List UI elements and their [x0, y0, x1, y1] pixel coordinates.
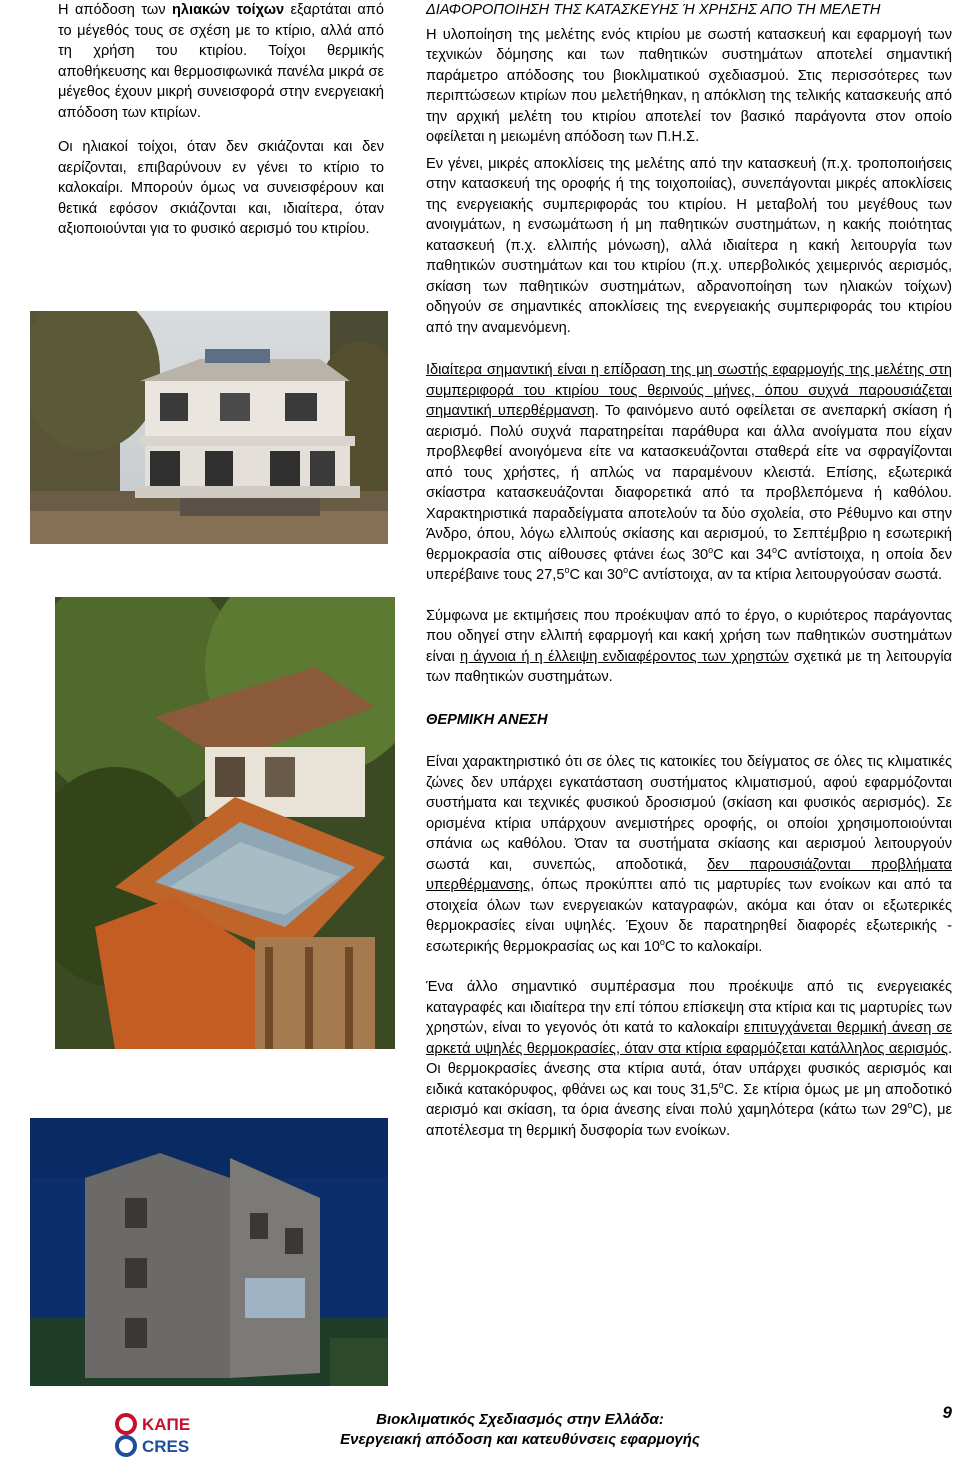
underlined-text: Ιδιαίτερα σημαντική είναι η επίδραση της μη σωστής εφαρμογής της μελέτης στη συμπεριφορά του κτιρίου τους θερινούς μήνες, όπου συχνά παρουσιάζεται σημαντική υπερθέρμανση	[426, 362, 952, 419]
right-paragraph-4	[426, 606, 952, 688]
text-span: C αντίστοιχα, αν τα κτίρια λειτουργούσαν σωστά.	[628, 567, 943, 583]
text-span: Ένα άλλο σημαντικό συμπέρασμα που προέκυψε από τις ενεργειακές καταγραφές και ιδιαίτερα την επί τόπου επίσκεψη στα κτίρια και τις μαρτυρίες των χρηστών, είναι το γεγονός ότι κατά το καλοκαίρι	[426, 979, 952, 1036]
section-heading-construction: ΔΙΑΦΟΡΟΠΟΙΗΣΗ ΤΗΣ ΚΑΤΑΣΚΕΥΗΣ Ή ΧΡΗΣΗΣ ΑΠΟ ΤΗ ΜΕΛΕΤΗ	[426, 2, 881, 18]
underlined-text: επιτυγχάνεται θερμική άνεση σε αρκετά υψηλές θερμοκρασίες, όταν στα κτίρια εφαρμόζεται κατάλληλος αερισμός	[426, 1020, 953, 1057]
bold-term: ηλιακών τοίχων	[171, 2, 285, 18]
right-paragraph-5	[426, 752, 952, 957]
underlined-text: δεν παρουσιάζονται προβλήματα υπερθέρμανσης	[426, 856, 952, 893]
footer-title-line-2: Ενεργειακή απόδοση και κατευθύνσεις εφαρμογής	[340, 1431, 700, 1448]
logo-text-kape: ΚΑΠΕ	[142, 1415, 191, 1434]
degree-mark: ο	[564, 565, 570, 576]
roof-photo	[55, 597, 395, 1049]
page-number: 9	[942, 1403, 952, 1422]
footer-title-line-1: Βιοκλιματικός Σχεδιασμός στην Ελλάδα:	[376, 1411, 664, 1428]
right-paragraph-1: Η υλοποίηση της μελέτης ενός κτιρίου με σωστή κατασκευή και εφαρμογή των τεχνικών δόμησης και των παθητικών συστημάτων αποτελεί σημαντική παράμετρο απόδοσης του βιοκλιματικού σχεδιασμού. Στις περισσότερες των περιπτώσεων κτιρίων που μελετήθηκαν, η απόκλιση της τελικής κατασκευής από την αρχική μελέτη του κτιρίου αποτελεί τον βασικό παράγοντα στον οποίο οφείλεται η μειωμένη απόδοση των Π.Η.Σ.	[426, 26, 952, 145]
footer-title	[300, 1410, 740, 1450]
text-span: C. Σε κτίρια όμως με μη αποδοτικό αερισμό και σκίαση, τα όρια άνεσης είναι πολύ χαμηλότερα (κάτω των 29	[426, 1081, 952, 1118]
text-span: , όπως προκύπτει από τις μαρτυρίες των ενοίκων και από τα στοιχεία όλων των ενεργειακών καταγραφών, ακόμα και όταν οι εξωτερικές θερμοκρασίες είναι υψηλές. Έχουν δε παρατηρηθεί διαφορές εξωτερικής - εσωτερικής θερμοκρασίας ως και 10	[426, 877, 952, 955]
text-span: C), με αποτέλεσμα τη θερμική δυσφορία των ενοίκων.	[426, 1102, 952, 1139]
text-span: C αντίστοιχα, η οποία δεν υπερέβαινε τους 27,5	[426, 546, 952, 583]
text-span: Είναι χαρακτηριστικό ότι σε όλες τις κατοικίες του δείγματος σε όλες τις κλιματικές ζώνες δεν υπάρχει εγκατάσταση συστήματος κλιματισμού, αφού εφαρμόζονται συστήματα και τεχνικές φυσικού δροσισμού (σκίαση και φυσικός αερισμός). Σε ορισμένα κτίρια υπάρχουν ανεμιστήρες οροφής, οι οποίοι χρησιμοποιούνται σπάνια ως καθόλου. Όταν τα συστήματα σκίασης και αερισμού λειτουργούν σωστά και, συνεπώς, αποδοτικά,	[426, 754, 952, 873]
text-span: C και 34	[713, 546, 772, 563]
text-span: C και 30	[569, 567, 624, 583]
text-span: . Το φαινόμενο αυτό οφείλεται σε ανεπαρκή σκίαση ή αερισμό. Πολύ συχνά παρατηρείται παράθυρα και άλλα ανοίγματα που είχαν προβλεφθεί ανοιγόμενα είτε να κατασκευάζονται σταθερά είτε να σφραγίζονται από τους χρήστες, ή απλώς να παραμένουν κλειστά. Επίσης, εξωτερικά σκίαστρα κατασκευάζονται διαφορετικά από τα προβλεπόμενα ή καθόλου. Χαρακτηριστικά παραδείγματα αποτελούν τα δύο σχολεία, στο Ρέθυμνο και στην Άνδρο, όπου, λόγω ελλιπούς σκίασης και αερισμού, το Σεπτέμβριο η εσωτερική θερμοκρασία στις αίθουσες φτάνει έως 30	[426, 403, 952, 563]
underlined-text: η άγνοια ή η έλλειψη ενδιαφέροντος των χρηστών	[459, 648, 789, 665]
left-paragraph-2: Οι ηλιακοί τοίχοι, όταν δεν σκιάζονται και δεν αερίζονται, επιβαρύνουν εν γένει το κτίριο το καλοκαίρι. Μπορούν όμως να συνεισφέρουν και θετικά εφόσον σκιάζονται και, ιδιαίτερα, όταν αξιοποιούνται για το φυσικό αερισμό του κτιρίου.	[58, 139, 384, 237]
degree-mark: ο	[771, 544, 777, 555]
degree-mark: ο	[708, 544, 714, 555]
text-span: C το καλοκαίρι.	[664, 938, 763, 955]
degree-mark: ο	[718, 1079, 724, 1090]
right-paragraph-2: Εν γένει, μικρές αποκλίσεις της μελέτης από την κατασκευή (π.χ. τροποποιήσεις στην κατασκευή της οροφής ή της τοιχοποιίας), συνεπάγονται μικρές αποκλίσεις της ενεργειακής συμπεριφοράς του κτιρίου. Η μεταβολή του μεγέθους των ανοιγμάτων, η ενσωμάτωση ή μη παθητικών συστημάτων, η κακής ποιότητας κατασκευή (π.χ. ελλιπής μόνωση), αλλά ιδιαίτερα η κακή λειτουργία των παθητικών συστημάτων και του κτιρίου (π.χ. υπερβολικός χειμερινός αερισμός, σκίαση των παθητικών συστημάτων, αδρανοποίηση των ηλιακών τοίχων) οδηγούν σε σημαντικές αποκλίσεις της ενεργειακής συμπεριφοράς του κτιρίου από την αναμενόμενη.	[426, 155, 952, 336]
left-paragraph-1	[58, 0, 384, 123]
degree-mark: ο	[659, 936, 665, 947]
text-span: Σύμφωνα με εκτιμήσεις που προέκυψαν από το έργο, ο κυριότερος παράγοντας που οδηγεί στην ελλιπή εφαρμογή και κακή χρήση των παθητικών συστημάτων είναι	[426, 607, 952, 665]
text-span: . Οι θερμοκρασίες άνεσης στα κτίρια αυτά, όταν υπάρχει φυσικός αερισμός και ειδικά κατακόρυφος, φθάνει ως και τους 31,5	[426, 1040, 952, 1098]
section-heading-thermal-comfort: ΘΕΡΜΙΚΗ ΑΝΕΣΗ	[426, 711, 548, 728]
right-paragraph-6	[426, 977, 952, 1141]
cres-logo	[110, 1410, 220, 1458]
text-span: σχετικά με τη λειτουργία των παθητικών συστημάτων.	[426, 648, 952, 685]
right-column	[426, 0, 952, 1141]
left-column	[58, 0, 384, 240]
right-paragraph-3	[426, 360, 952, 586]
stone-building-photo	[30, 1118, 388, 1386]
degree-mark: ο	[907, 1100, 913, 1111]
logo-text-cres: CRES	[142, 1437, 190, 1456]
house-photo	[30, 311, 388, 544]
text-span: εξαρτάται από το μέγεθός τους σε σχέση με το κτίριο, αλλά από τη χρήση του κτιρίου. Τοίχοι θερμικής αποθήκευσης και θερμοσιφωνικά πανέλα μικρά σε μέγεθος έχουν μικρή συνεισφορά στην ενεργειακή απόδοση των κτιρίων.	[58, 2, 384, 121]
text-span: Η απόδοση των	[58, 2, 172, 18]
degree-mark: ο	[623, 565, 629, 576]
